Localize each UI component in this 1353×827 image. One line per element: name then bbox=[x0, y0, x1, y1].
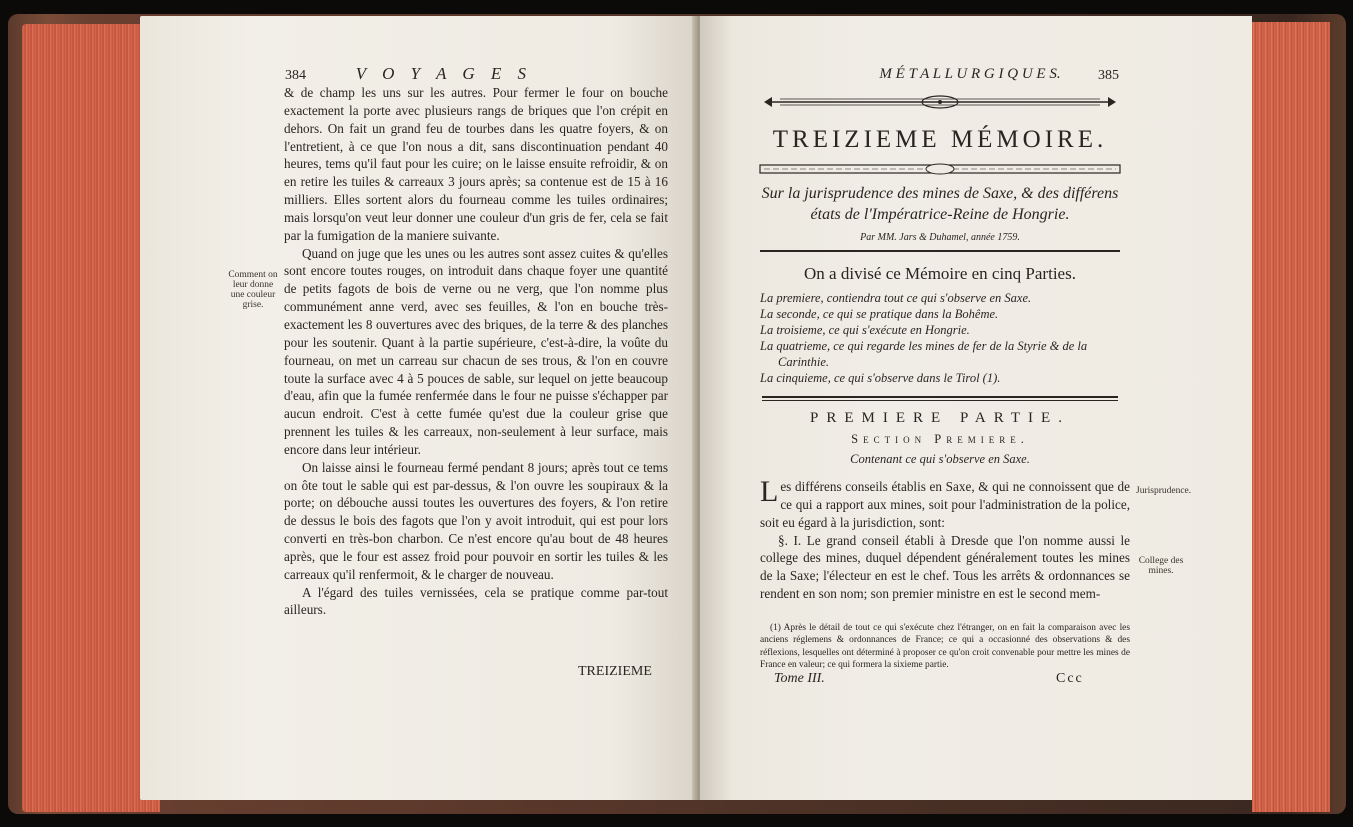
rule-double-b bbox=[762, 400, 1118, 401]
section-heading: Section Premiere. bbox=[851, 432, 1029, 446]
part-item: La seconde, ce qui se pratique dans la Bohême. bbox=[760, 307, 999, 321]
paragraph: §. I. Le grand conseil établi à Dresde que l'on nomme aussi le college des mines, duquel dépendent généralement toutes les mines de la Saxe; l'électeur en est le chef. Tous les arrêts & ordonnances se rendent en son nom; son premier ministre en est le second mem- bbox=[760, 532, 1130, 602]
left-catchword: TREIZIEME bbox=[578, 664, 652, 679]
part-item: La premiere, contiendra tout ce qui s'observe en Saxe. bbox=[760, 291, 1032, 305]
rule-double-a bbox=[762, 396, 1118, 398]
right-margin-note-1: Jurisprudence. bbox=[1136, 486, 1192, 496]
division-heading: On a divisé ce Mémoire en cinq Parties. bbox=[804, 264, 1076, 283]
part-item: La troisieme, ce qui s'exécute en Hongrie. bbox=[760, 323, 970, 337]
memoir-subtitle-line2: états de l'Impératrice-Reine de Hongrie. bbox=[810, 206, 1070, 223]
part-item: La cinquieme, ce qui s'observe dans le Tirol (1). bbox=[760, 371, 1001, 385]
left-folio: 384 bbox=[285, 68, 306, 83]
paragraph: On laisse ainsi le fourneau fermé pendant 8 jours; après tout ce tems on ôte tout le sable qui est par-dessus, & l'on ouvre les soupiraux & la porte; on débouche aussi toutes les ouvertures des foyers, & l'on retire de dessus le bois des fagots que l'on y avoit introduit, qui est pour lors converti en très-bon charbon. Ce n'est encore qu'au bout de 48 heures après, que le four est assez froid pour pouvoir en sortir les tuiles & les carreaux qu'il renfermoit, & le charger de nouveau. bbox=[284, 459, 668, 582]
ornament-top-icon bbox=[760, 94, 1120, 110]
left-running-head bbox=[285, 64, 532, 84]
right-page bbox=[700, 16, 1252, 800]
ornament-bottom-icon bbox=[754, 162, 1126, 176]
paragraph bbox=[760, 475, 1130, 532]
left-page bbox=[140, 16, 696, 800]
right-folio: 385 bbox=[1098, 68, 1119, 83]
contenant-line: Contenant ce qui s'observe en Saxe. bbox=[850, 452, 1030, 466]
paragraph: A l'égard des tuiles vernissées, cela se pratique comme par-tout ailleurs. bbox=[284, 584, 668, 618]
memoir-title: TREIZIEME MÉMOIRE. bbox=[772, 126, 1108, 153]
memoir-authors: Par MM. Jars & Duhamel, année 1759. bbox=[860, 232, 1020, 243]
partie-heading: PREMIERE PARTIE. bbox=[810, 410, 1070, 426]
left-running-title: V O Y A G E S bbox=[355, 64, 532, 83]
right-margin-note-2: College des mines. bbox=[1138, 556, 1184, 576]
signature-mark: Ccc bbox=[1056, 671, 1084, 686]
paragraph-text: es différens conseils établis en Saxe, & qui ne connoissent que de ce qui a rapport aux mines, soit pour l'administration de la police, soit eu égard à la jurisdiction, sont: bbox=[760, 479, 1130, 530]
right-running-title: M É T A L L U R G I Q U E S. bbox=[879, 66, 1061, 82]
part-item: La quatrieme, ce qui regarde les mines de fer de la Styrie & de la bbox=[760, 339, 1088, 353]
footnote-text: (1) Après le détail de tout ce qui s'exécute chez l'étranger, on en fait la comparaison avec les anciens réglemens & ordonnances de France; ce qui a occasionné des observations & des réflexions, lesquelles ont déterminé à proposer ce qu'on croit convenable pour mettre les mines de France en valeur; ce qui formera la sixieme partie. bbox=[760, 623, 1130, 671]
memoir-subtitle-line1: Sur la jurisprudence des mines de Saxe, & des différens bbox=[761, 185, 1119, 202]
page-edges-right bbox=[1252, 22, 1330, 812]
part-item: Carinthie. bbox=[778, 355, 830, 369]
left-margin-note: Comment on leur donne une couleur grise. bbox=[228, 270, 278, 310]
paragraph: Quand on juge que les unes ou les autres sont assez cuites & qu'elles sont encore toutes rouges, on introduit dans chaque foyer une quantité de petits fagots de bois de verne ou ne verg, que l'on nomme plus communément anne verd, avec ses feuilles, & l'on en bouche très-exactement les 8 ouvertures avec des briques, de la terre & des planches pour les soutenir. Quant à la partie supérieure, c'est-à-dire, la voûte du fourneau, on met un carreau sur chacun de ses trous, & l'on en couvre toute la surface avec 4 à 5 pouces de sable, sur lequel on jette beaucoup d'eau, afin que la fumée renfermée dans le four ne puisse s'échapper par aucun endroit. C'est à cette fumée qu'est due la couleur grise que prennent les tuiles & les carreaux, non-seulement à leur surface, mais encore dans leur intérieur. bbox=[284, 245, 668, 457]
right-body-text bbox=[760, 475, 1130, 603]
paragraph: & de champ les uns sur les autres. Pour fermer le four on bouche exactement la porte avec plusieurs rangs de briques que l'on crépit en dehors. On fait un grand feu de tourbes dans les quatre foyers, & on l'entretient, à ce que l'on nous a dit, sans discontinuation pendant 40 heures, tems qu'il faut pour les cuire; on le laisse ensuite refroidir, & on en retire les tuiles & carreaux 3 jours après; sa contenue est de 15 à 16 milliers. Elles sortent alors du fourneau comme les tuiles ordinaires; mais lorsqu'on veut leur donner une couleur d'un gris de fer, cela se fait par la fumigation de la maniere suivante. bbox=[284, 85, 668, 243]
drop-cap: L bbox=[760, 475, 779, 508]
left-body-text bbox=[284, 84, 668, 619]
rule-upper bbox=[760, 250, 1120, 252]
volume-signature: Tome III. bbox=[774, 671, 825, 686]
footnote bbox=[760, 622, 1130, 672]
parts-list bbox=[760, 290, 1140, 386]
